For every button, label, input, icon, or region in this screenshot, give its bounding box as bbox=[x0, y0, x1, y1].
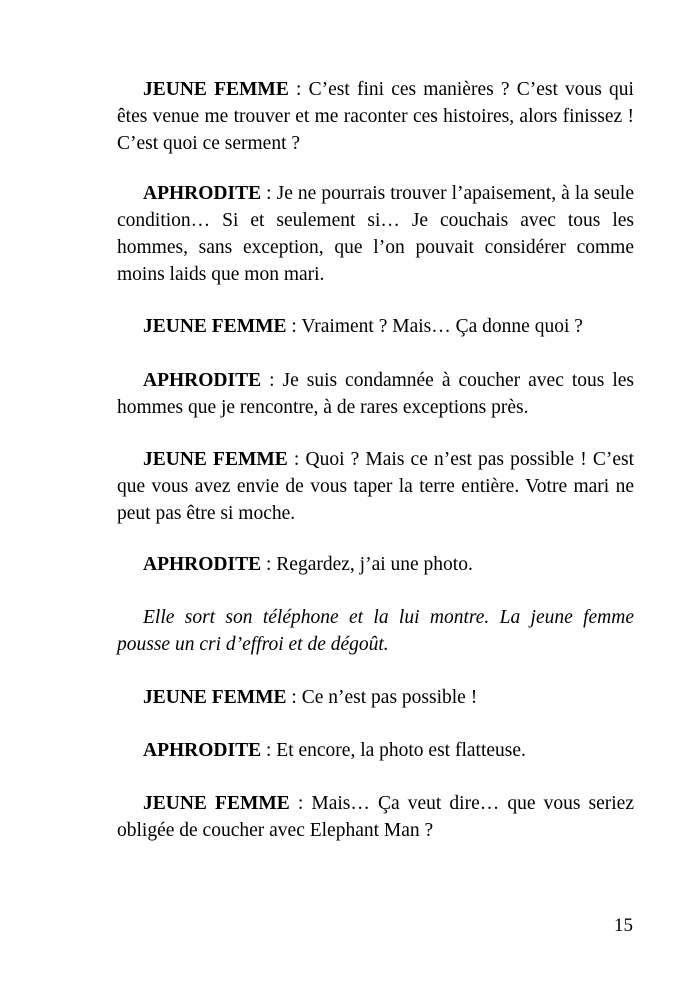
dialogue-line-1 bbox=[117, 76, 634, 157]
dialogue-text: Regardez, j’ai une photo. bbox=[276, 554, 473, 575]
speaker-separator: : bbox=[287, 449, 306, 470]
dialogue-text: Je suis condamnée à coucher avec tous les hommes que je rencontre, à de rares exceptions près. bbox=[117, 370, 635, 418]
dialogue-line-6 bbox=[117, 551, 634, 578]
dialogue-line-7 bbox=[117, 684, 634, 711]
dialogue-line-3 bbox=[117, 313, 634, 340]
dialogue-line-8 bbox=[117, 737, 634, 764]
speaker-name: JEUNE FEMME bbox=[143, 687, 287, 708]
speaker-separator: : bbox=[288, 79, 309, 100]
speaker-separator: : bbox=[261, 554, 277, 575]
dialogue-line-4 bbox=[117, 367, 634, 421]
dialogue-text: Je ne pourrais trouver l’apaisement, à la seule condition… Si et seulement si… Je couchais avec tous les hommes, sans exception, que l’on pouvait considérer comme moins laids que mon mari. bbox=[117, 183, 635, 285]
speaker-separator: : bbox=[289, 793, 312, 814]
speaker-name: JEUNE FEMME bbox=[143, 793, 290, 814]
speaker-name: APHRODITE bbox=[143, 554, 262, 575]
dialogue-text: Et encore, la photo est flatteuse. bbox=[276, 740, 526, 761]
dialogue-line-2 bbox=[117, 180, 634, 288]
speaker-name: JEUNE FEMME bbox=[143, 449, 288, 470]
speaker-separator: : bbox=[261, 183, 277, 204]
stage-direction: Elle sort son téléphone et la lui montre. La jeune femme pousse un cri d’effroi et de dégoût. bbox=[117, 607, 634, 655]
dialogue-line-9 bbox=[117, 790, 634, 844]
dialogue-text: Quoi ? Mais ce n’est pas possible ! C’est que vous avez envie de vous taper la terre entière. Votre mari ne peut pas être si moche. bbox=[117, 449, 634, 524]
dialogue-text: C’est fini ces manières ? C’est vous qui êtes venue me trouver et me raconter ces histoires, alors finissez ! C’est quoi ce serment ? bbox=[117, 79, 634, 154]
page-number: 15 bbox=[614, 915, 633, 936]
dialogue-text: Ce n’est pas possible ! bbox=[301, 687, 478, 708]
speaker-name: APHRODITE bbox=[143, 740, 262, 761]
speaker-separator: : bbox=[286, 316, 302, 337]
speaker-name: JEUNE FEMME bbox=[143, 79, 289, 100]
dialogue-text: Vraiment ? Mais… Ça donne quoi ? bbox=[301, 316, 583, 337]
speaker-name: APHRODITE bbox=[143, 370, 262, 391]
speaker-name: JEUNE FEMME bbox=[143, 316, 287, 337]
speaker-separator: : bbox=[261, 370, 283, 391]
speaker-separator: : bbox=[286, 687, 302, 708]
dialogue-line-5 bbox=[117, 446, 634, 527]
speaker-separator: : bbox=[261, 740, 277, 761]
speaker-name: APHRODITE bbox=[143, 183, 262, 204]
dialogue-text: Mais… Ça veut dire… que vous seriez obligée de coucher avec Elephant Man ? bbox=[117, 793, 634, 841]
